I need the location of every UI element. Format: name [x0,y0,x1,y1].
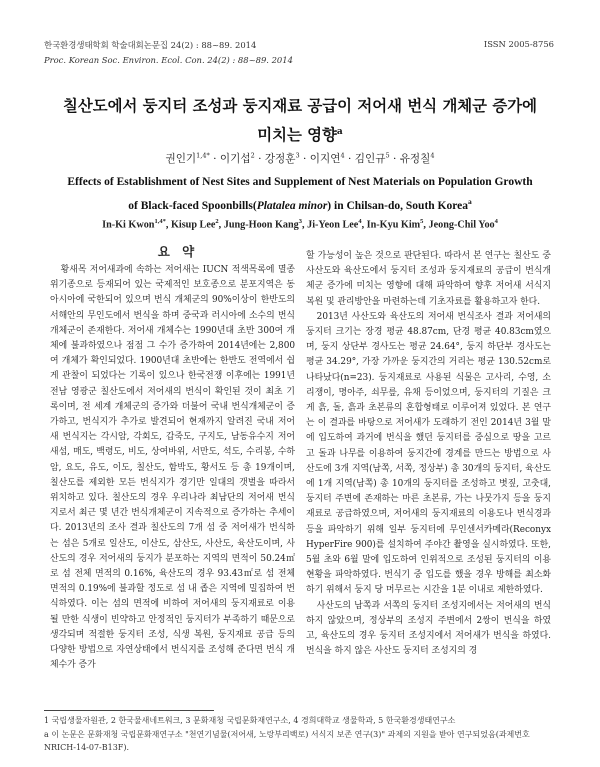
title-en-line1: Effects of Establishment of Nest Sites and Supplement of Nest Materials on Population Growth [67,176,533,188]
issn: ISSN 2005-8756 [483,39,554,49]
authors-korean: 권인기$^{1,4*}$ · 이기섭$^2$ · 강정훈$^3$ · 이지연$^4$ · 김인규$^5$ · 유정칠$^4$ [165,151,435,165]
right-column [306,249,551,659]
right-paragraph-2: 사산도의 남쪽과 서쪽의 둥지터 조성지에서는 저어새의 번식하지 않았으며, 정상부의 조성지 주변에서 2쌍이 번식을 하였고, 육산도의 경우 둥지터 조성지에서 저어새가 번식을 하였다. 번식을 하지 않은 사산도 둥지터 조성지의 경 [306,600,551,657]
footnote-affiliations: 1 국립생물자원관, 2 한국물새네트워크, 3 문화재청 국립문화재연구소, 4 경희대학교 생물학과, 5 한국환경생태연구소 [44,716,456,725]
journal-header-en: Proc. Korean Soc. Environ. Ecol. Con. 24(2) : 88~89. 2014 [44,55,293,65]
title-ko-line1: 칠산도에서 둥지터 조성과 둥지재료 공급이 저어새 번식 개체군 증가에 [62,97,538,115]
title-ko-line2: 미치는 영향$^a$ [257,126,343,145]
right-paragraph-1: 2013년 사산도와 육산도의 저어새 번식조사 결과 저어새의 둥지터 크기는 장경 평균 48.87cm, 단경 평균 40.83cm였으며, 둥지 상단부 경사도는 평균 24.64°, 둥지 하단부 경사도는 평균 34.29°, 가장 가까운 둥지간의 거리는 평균 130.52cm로 나타났다(n=23). 둥지재료로 사용된 식물은 고사리, 수영, 소리쟁이, 명아주, 쇠무릎, 유채 등이었으며, 둥지터의 기질은 크게 흙, 돌, 흙과 초본류의 혼합형태로 이루어져 있었다. 본 연구는 이 결과를 바탕으로 저어새가 도래하기 전인 2014년 3월 말에 입도하여 과거에 번식을 했던 둥지터를 중심으로 땅을 고르고 돌과 나무를 이용하여 둥지간에 경계를 만드는 방법으로 사산도에 3개 지역(남쪽, 서쪽, 정상부) 총 30개의 둥지터, 육산도에 1개 지역(남쪽) 총 10개의 둥지터를 조성하고 볏짚, 고춧대, 둥지터 주변에 존재하는 마른 초본류, 가는 나뭇가지 등을 둥지재료로 공급하였으며, 저어새의 둥지재료의 이용도나 번식경과 등을 파악하기 위해 일부 둥지터에 무인센서카메라(Reconyx HyperFire 900)를 설치하여 주야간 촬영을 실시하였다. 또한, 5월 초와 6월 말에 입도하여 인위적으로 조성된 둥지터의 이용현황을 파악하였다. 번식기 중 입도를 했을 경우 방해를 최소화하기 위해서 둥지 당 머무르는 시간을 1분 이내로 제한하였다. [306,311,551,596]
title-en-line2: of Black-faced Spoonbills(Platalea minor) in Chilsan-do, South Korea$^a$ [128,197,472,212]
footnote-rule [44,710,214,711]
title-korean [40,93,560,148]
left-paragraph-1: 황새목 저어새과에 속하는 저어새는 IUCN 적색목록에 멸종위기종으로 등재되어 있는 국제적인 보호종으로 분포지역은 동아시아에 국한되어 있으며 번식 개체군의 90%이상이 한반도의 서해안의 무인도에서 번식을 하며 중국과 러시아에 소수의 번식개체군이 존재한다. 저어새 개체수는 1990년대 초반 300여 개체에 불과하였으나 점점 그 수가 증가하여 2014년에는 2,800여 개체가 확인되었다. 1900년대 초반에는 한반도 전역에서 쉽게 관찰이 되었다는 기록이 있으나 한국전쟁 이후에는 1991년 전남 영광군 칠산도에서 저어새의 번식이 확인된 것이 최초 기록이며, 전 세계 개체군의 증가와 더불어 국내 번식개체군이 증가하고, 번식지가 추가로 발견되어 현재까지 알려진 국내 저어새 번식지는 각시암, 각회도, 갑죽도, 구지도, 남동유수지 저어새섬, 매도, 백령도, 비도, 상여바위, 서만도, 석도, 수리봉, 수하암, 요도, 유도, 이도, 칠산도, 함박도, 황서도 등 총 19개이며, 칠산도를 제외한 모든 번식지가 경기만 일대의 갯벌을 따라서 위치하고 있다. 칠산도의 경우 우리나라 최남단의 저어새 번식지로서 최근 몇 년간 번식개체군이 지속적으로 증가하는 추세이다. 2013년의 조사 결과 칠산도의 7개 섬 중 저어새가 번식하는 섬은 5개로 일산도, 이산도, 삼산도, 사산도, 육산도이며, 사산도의 경우 저어새의 둥지가 분포하는 지역의 면적이 50.24㎡로 섬 전체 면적의 0.16%, 육산도의 경우 93.43㎡로 섬 전체 면적의 0.19%에 불과할 정도로 섬 내 좁은 지역에 밀집하여 번식하였다. 이는 섬의 면적에 비하여 저어새의 둥지재료로 이용될 만한 식생이 빈약하고 안정적인 둥지터가 부족하기 때문으로 생각되며 적절한 둥지터 조성, 식생 복원, 둥지재료 공급 등의 다양한 방법으로 자연상태에서 번식지를 조성해 준다면 번식 개체수가 증가 [50,265,295,671]
authors-english: In-Ki Kwon$^{1,4*}$, Kisup Lee$^2$, Jung-Hoon Kang$^3$, Ji-Yeon Lee$^4$, In-Kyu Kim$^5$, Jeong-Chil Yoo$^4$ [102,218,498,231]
abstract-heading: 요 약 [157,244,199,259]
title-english [40,173,560,216]
journal-header-ko: 한국환경생태학회 학술대회논문집 24(2) : 88~89. 2014 [44,40,257,50]
left-column [50,263,295,673]
footnote-funding: a 이 논문은 문화재청 국립문화재연구소 "천연기념물(저어새, 노랑부리백로) 서식지 보존 연구(3)" 과제의 지원을 받아 연구되었음(과제번호 NRICH-14-07-B13F). [44,730,530,752]
right-paragraph-0: 할 가능성이 높은 것으로 판단된다. 따라서 본 연구는 칠산도 중 사산도와 육산도에서 둥지터 조성과 둥지재료의 공급이 번식개체군 증가에 미치는 영향에 대해 파악하여 향후 저어새 서식지 복원 및 관리방안을 마련하는데 기초자료를 활용하고자 한다. [306,251,551,307]
